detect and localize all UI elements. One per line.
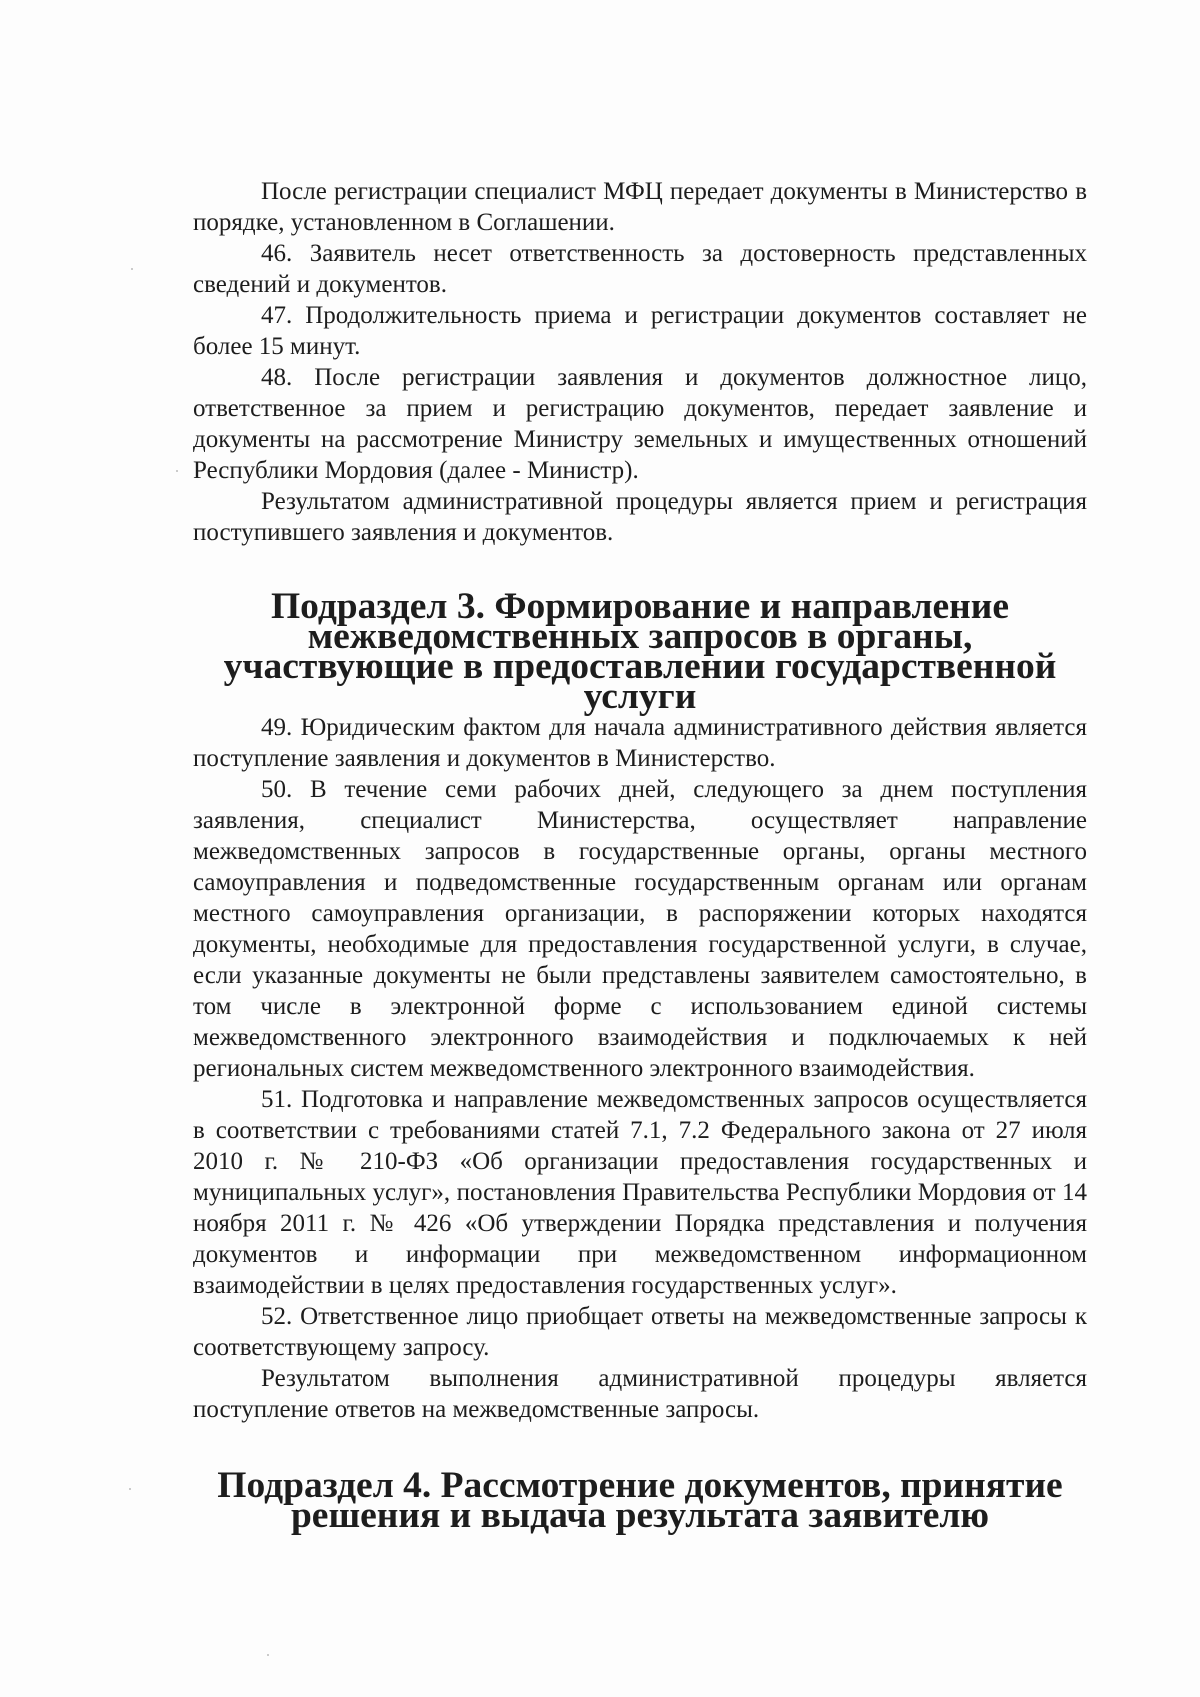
scan-speck <box>131 268 133 270</box>
document-body <box>193 176 1087 1536</box>
paragraph-49: 49. Юридическим фактом для начала административного действия является поступление заявления и документов в Министерство. <box>193 714 1087 772</box>
section-4-heading: Подраздел 4. Рассмотрение документов, принятие решения и выдача результата заявителю <box>217 1465 1063 1536</box>
paragraph-51: 51. Подготовка и направление межведомственных запросов осуществляется в соответствии с требованиями статей 7.1, 7.2 Федерального закона от 27 июля 2010 г. № 210-ФЗ «Об организации предоставления государственных и муниципальных услуг», постановления Правительства Республики Мордовия от 14 ноября 2011 г. № 426 «Об утверждении Порядка представления и получения документов и информации при межведомственном информационном взаимодействии в целях предоставления государственных услуг». <box>193 1086 1087 1299</box>
paragraph-46: 46. Заявитель несет ответственность за достоверность представленных сведений и документов. <box>193 240 1087 298</box>
paragraph-47: 47. Продолжительность приема и регистрации документов составляет не более 15 минут. <box>193 302 1087 360</box>
paragraph-result-registration: Результатом административной процедуры является прием и регистрация поступившего заявления и документов. <box>193 488 1087 546</box>
scan-speck <box>176 470 178 472</box>
section-3-heading: Подраздел 3. Формирование и направление межведомственных запросов в органы, участвующие в предоставлении государственной услуги <box>223 586 1057 717</box>
paragraph-result-requests: Результатом выполнения административной процедуры является поступление ответов на межведомственные запросы. <box>193 1365 1087 1423</box>
paragraph-50: 50. В течение семи рабочих дней, следующего за днем поступления заявления, специалист Министерства, осуществляет направление межведомственных запросов в государственные органы, органы местного самоуправления и подведомственные государственным органам или органам местного самоуправления организации, в распоряжении которых находятся документы, необходимые для предоставления государственной услуги, в случае, если указанные документы не были представлены заявителем самостоятельно, в том числе в электронной форме с использованием единой системы межведомственного электронного взаимодействия и подключаемых к ней региональных систем межведомственного электронного взаимодействия. <box>193 776 1087 1082</box>
paragraph-48: 48. После регистрации заявления и документов должностное лицо, ответственное за прием и регистрацию документов, передает заявление и документы на рассмотрение Министру земельных и имущественных отношений Республики Мордовия (далее - Министр). <box>193 364 1087 484</box>
paragraph-mfc-transfer: После регистрации специалист МФЦ передает документы в Министерство в порядке, установленном в Соглашении. <box>193 178 1087 236</box>
scan-speck <box>129 1488 131 1490</box>
paragraph-52: 52. Ответственное лицо приобщает ответы на межведомственные запросы к соответствующему запросу. <box>193 1303 1087 1361</box>
scan-speck <box>267 1654 269 1656</box>
